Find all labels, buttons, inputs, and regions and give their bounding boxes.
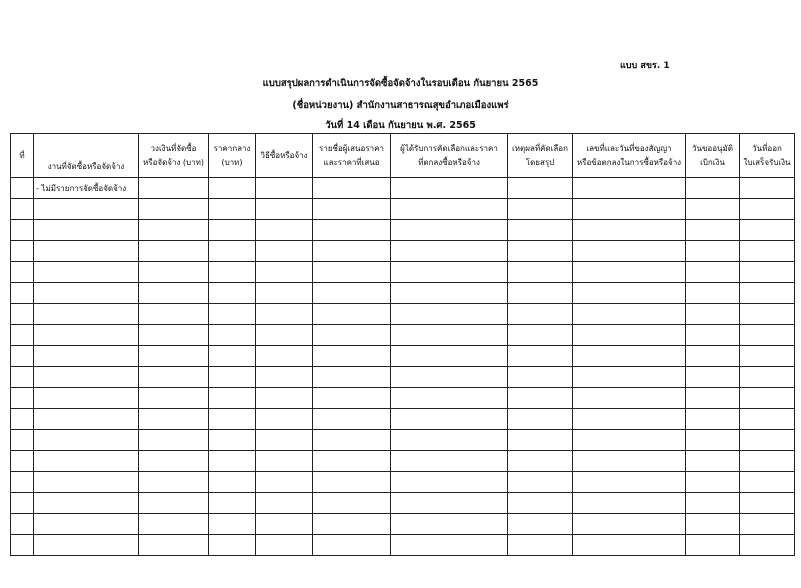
col-receipt-date: วันที่ออก ใบเสร็จรับเงิน [740,134,795,178]
table-body [11,178,795,556]
col-bidders: รายชื่อผู้เสนอราคา และราคาที่เสนอ [313,134,391,178]
table-row [11,220,795,241]
table-row [11,325,795,346]
table-row [11,262,795,283]
report-date: วันที่ 14 เดือน กันยายน พ.ศ. 2565 [325,120,476,131]
form-code: แบบ สขร. 1 [620,61,670,71]
col-median-price: ราคากลาง (บาท) [209,134,256,178]
col-method: วิธีซื้อหรือจ้าง [256,134,313,178]
cell-item: - ไม่มีรายการจัดซื้อจัดจ้าง [34,178,139,199]
col-no: ที่ [11,134,34,178]
table-row [11,304,795,325]
agency-name: (ชื่อหน่วยงาน) สำนักงานสาธารณสุขอำเภอเมืองแพร่ [292,100,509,111]
table-row [11,430,795,451]
col-reason: เหตุผลที่คัดเลือก โดยสรุป [508,134,573,178]
table-row [11,199,795,220]
table-row [11,241,795,262]
table-row [11,367,795,388]
table-row [11,472,795,493]
col-item: งานที่จัดซื้อหรือจัดจ้าง [34,134,139,178]
table-row [11,283,795,304]
table-row [11,451,795,472]
col-selected: ผู้ได้รับการคัดเลือกและราคา ที่ตกลงซื้อหรือจ้าง [391,134,508,178]
table-row [11,514,795,535]
col-budget: วงเงินที่จัดซื้อ หรือจัดจ้าง (บาท) [139,134,209,178]
report-title: แบบสรุปผลการดำเนินการจัดซื้อจัดจ้างในรอบเดือน กันยายน 2565 [262,78,539,89]
table-row [11,535,795,556]
table-row [11,388,795,409]
table-row [11,346,795,367]
col-contract: เลขที่และวันที่ของสัญญา หรือข้อตกลงในการซื้อหรือจ้าง [573,134,686,178]
procurement-table [10,133,795,556]
table-row [11,409,795,430]
table-row [11,493,795,514]
col-approval-date: วันขออนุมัติ เบิกเงิน [686,134,740,178]
cell-no [11,178,34,199]
table-row [11,178,795,199]
table-header [11,134,795,178]
